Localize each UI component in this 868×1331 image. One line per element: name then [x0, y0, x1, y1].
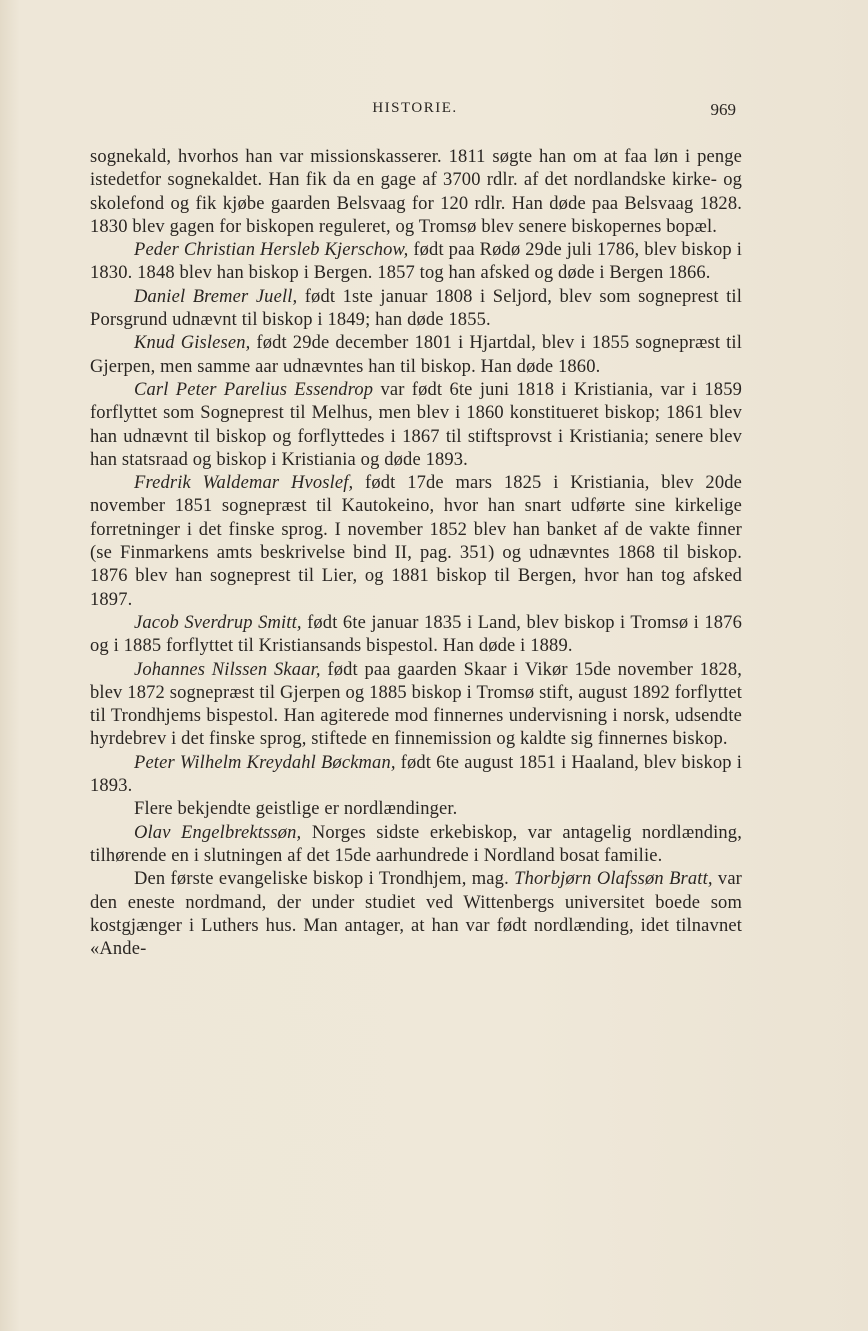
paragraph-text: født 6te august 1851 i Haaland, blev biskop i 1893. [90, 752, 742, 797]
page-number: 969 [710, 100, 736, 119]
paragraph-text: var den eneste nordmand, der under studiet ved Wittenbergs universitet boede som kostgjænger i Luthers hus. Man antager, at han var født nordlænding, idet tilnavnet «Ande- [90, 869, 742, 960]
paragraph-text: født 29de december 1801 i Hjartdal, blev i 1855 sognepræst til Gjerpen, men samme aar udnævntes han til biskop. Han døde 1860. [90, 333, 742, 377]
paragraph [90, 868, 742, 961]
person-name: Fredrik Waldemar Hvoslef, [134, 473, 354, 494]
person-name: Knud Gislesen, [134, 333, 251, 354]
paragraph [90, 798, 742, 821]
paragraph-text: Den første evangeliske biskop i Trondhjem, mag. [134, 869, 515, 890]
paragraph-text: født 17de mars 1825 i Kristiania, blev 20de november 1851 sognepræst til Kautokeino, hvor han snart udførte sine kirkelige forretninger i det finske sprog. I november 1852 blev han banket af de vakte finner (se Finmarkens amts beskrivelse bind II, pag. 351) og udnævntes 1868 til biskop. 1876 blev han sogneprest til Lier, og 1881 biskop til Bergen, hvor han tog afsked 1897. [90, 473, 742, 610]
body-text [90, 146, 742, 961]
paragraph-text: født 6te januar 1835 i Land, blev biskop i Tromsø i 1876 og i 1885 forflyttet til Kristiansands bispestol. Han døde i 1889. [90, 612, 742, 657]
paragraph [90, 286, 742, 333]
paragraph [90, 472, 742, 612]
person-name: Daniel Bremer Juell, [134, 286, 298, 307]
person-name: Carl Peter Parelius Essendrop [134, 379, 374, 400]
person-name: Peter Wilhelm Kreydahl Bøckman, [134, 752, 396, 773]
paragraph [90, 752, 742, 799]
paragraph [90, 332, 742, 379]
running-head: HISTORIE. [372, 100, 458, 116]
person-name: Johannes Nilssen Skaar, [134, 659, 321, 680]
paragraph-text: født paa gaarden Skaar i Vikør 15de november 1828, blev 1872 sognepræst til Gjerpen og 1885 biskop i Tromsø stift, august 1892 forflyttet til Trondhjems bispestol. Han agiterede mod finnernes undervisning i norsk, udsendte hyrdebrev i det finske sprog, stiftede en finnemission og kaldte sig finnernes biskop. [90, 659, 743, 750]
paragraph [90, 239, 742, 286]
paragraph-text: Flere bekjendte geistlige er nordlændinger. [134, 799, 458, 820]
page-header [90, 100, 740, 128]
paragraph-text: født paa Rødø 29de juli 1786, blev biskop i 1830. 1848 blev han biskop i Bergen. 1857 tog han afsked og døde i Bergen 1866. [90, 240, 742, 284]
paragraph-text: sognekald, hvorhos han var missionskasserer. 1811 søgte han om at faa løn i penge istedetfor sognekaldet. Han fik da en gage af 3700 rdlr. af det nordlandske kirke- og skolefond og fik kjøbe gaarden Belsvaag for 120 rdlr. Han døde paa Belsvaag 1828. 1830 blev gagen for biskopen reguleret, og Tromsø blev senere biskopernes bopæl. [90, 147, 742, 237]
paragraph-text: var født 6te juni 1818 i Kristiania, var i 1859 forflyttet som Sogneprest til Melhus, men blev i 1860 konstitueret biskop; 1861 blev han udnævnt til biskop og forflyttedes i 1867 til stiftsprovst i Kristiania; senere blev han statsraad og biskop i Kristiania og døde 1893. [90, 379, 742, 470]
paragraph [90, 612, 742, 659]
person-name: Jacob Sverdrup Smitt, [134, 612, 302, 633]
person-name: Thorbjørn Olafssøn Bratt, [514, 869, 713, 890]
paragraph [90, 379, 742, 472]
paragraph [90, 659, 742, 752]
paragraph [90, 146, 742, 239]
paragraph [90, 822, 742, 869]
paragraph-text: Norges sidste erkebiskop, var antagelig nordlænding, tilhørende en i slutningen af det 15de aarhundrede i Nordland bosat familie. [90, 822, 742, 866]
person-name: Peder Christian Hersleb Kjerschow, [134, 240, 409, 261]
person-name: Olav Engelbrektssøn, [134, 822, 302, 843]
paragraph-text: født 1ste januar 1808 i Seljord, blev som sogneprest til Porsgrund udnævnt til biskop i 1849; han døde 1855. [90, 286, 743, 331]
